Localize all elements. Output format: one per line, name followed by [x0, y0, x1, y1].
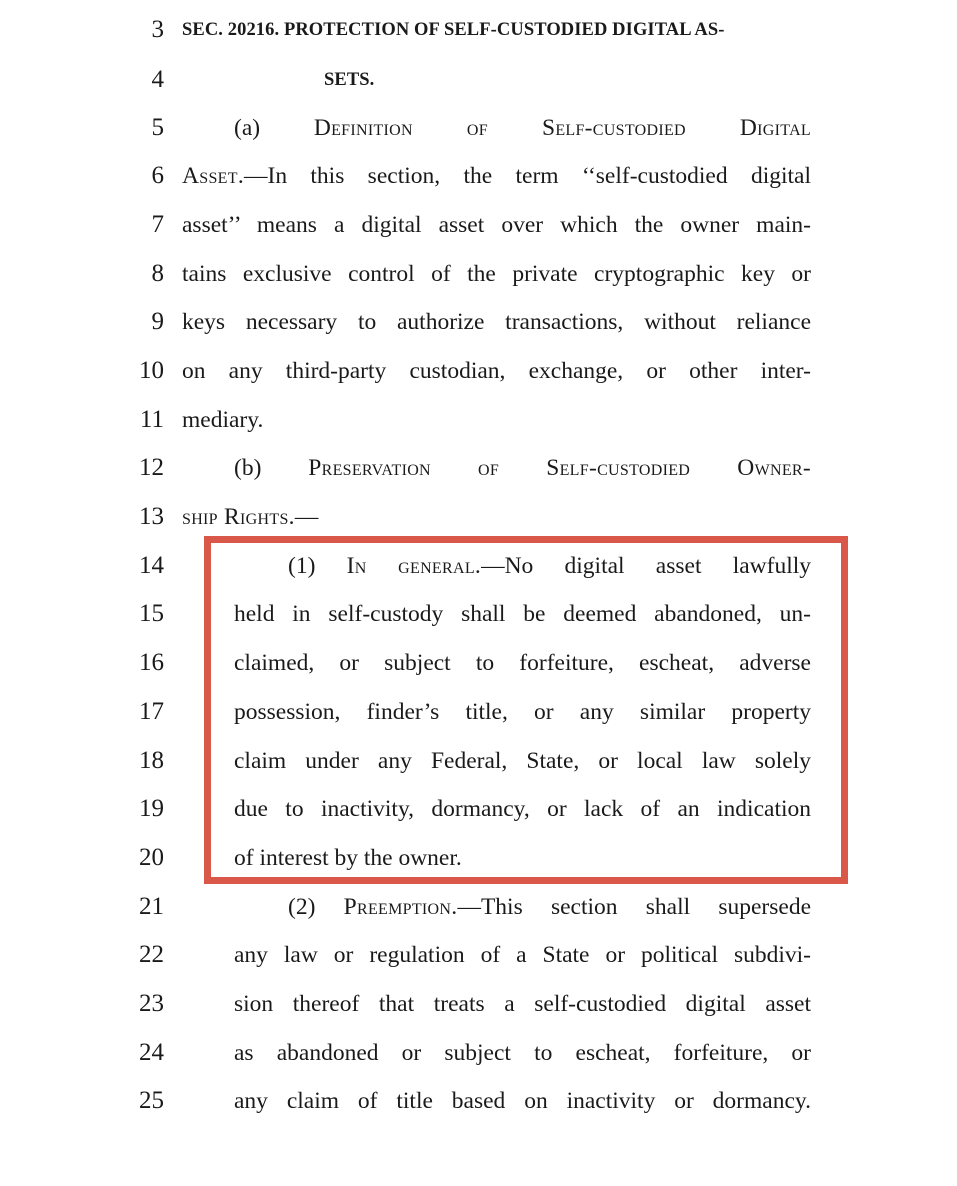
subsection-caption: ship Rights.	[182, 504, 295, 530]
line-number: 25	[139, 1087, 164, 1114]
paragraph-marker: (1)	[288, 553, 316, 579]
bill-line	[0, 201, 957, 249]
text-line: claim under any Federal, State, or local law solely	[234, 748, 811, 774]
text-line: mediary.	[182, 407, 264, 433]
text-line: asset’’ means a digital asset over which the owner main-	[182, 212, 811, 238]
text-span: —	[294, 504, 319, 530]
subsection-caption: Asset.	[182, 163, 244, 189]
bill-line	[0, 883, 957, 931]
text-line: sion thereof that treats a self-custodied digital asset	[234, 991, 811, 1017]
text-line: of interest by the owner.	[234, 845, 462, 871]
line-number: 4	[151, 66, 164, 93]
text-line: due to inactivity, dormancy, or lack of an indication	[234, 796, 811, 822]
bill-line	[0, 1029, 957, 1077]
text-line: any law or regulation of a State or political subdivi-	[234, 942, 811, 968]
text-line: tains exclusive control of the private cryptographic key or	[182, 261, 811, 287]
line-number: 7	[151, 211, 164, 238]
subsection-a-heading	[234, 104, 811, 152]
bill-line	[0, 590, 957, 638]
section-heading-continued: SETS.	[324, 70, 375, 90]
bill-line	[0, 785, 957, 833]
bill-line	[0, 56, 957, 104]
bill-line	[0, 396, 957, 444]
paragraph-caption: In general.	[346, 553, 482, 579]
line-number: 19	[139, 795, 164, 822]
bill-line	[0, 152, 957, 200]
text-line: on any third-party custodian, exchange, or other inter-	[182, 358, 811, 384]
section-heading: SEC. 20216. PROTECTION OF SELF-CUSTODIED DIGITAL AS-	[182, 20, 725, 40]
line-number: 3	[151, 16, 164, 43]
paragraph-marker: (2)	[288, 894, 316, 920]
subsection-marker: (a)	[234, 115, 261, 141]
line-number: 9	[151, 308, 164, 335]
subsection-b-heading	[234, 444, 811, 492]
bill-line	[0, 931, 957, 979]
bill-line	[0, 688, 957, 736]
line-number: 6	[151, 162, 164, 189]
bill-line	[0, 104, 957, 152]
text-span: —No digital asset lawfully	[481, 553, 812, 579]
line-number: 8	[151, 260, 164, 287]
text-line: as abandoned or subject to escheat, forfeiture, or	[234, 1040, 811, 1066]
line-number: 5	[151, 114, 164, 141]
subsection-b-text	[182, 493, 318, 541]
text-span: —This section shall supersede	[457, 894, 812, 920]
subsection-caption: Preservation of Self-custodied Owner-	[308, 455, 811, 481]
bill-line	[0, 347, 957, 395]
line-number: 12	[139, 454, 164, 481]
line-number: 22	[139, 941, 164, 968]
line-number: 24	[139, 1039, 164, 1066]
bill-line	[0, 298, 957, 346]
bill-line	[0, 980, 957, 1028]
bill-line	[0, 444, 957, 492]
line-number: 14	[139, 552, 164, 579]
text-span: —In this section, the term ‘‘self-custodied digital	[244, 163, 811, 189]
line-number: 18	[139, 747, 164, 774]
line-number: 13	[139, 503, 164, 530]
paragraph-1-heading	[288, 542, 811, 590]
bill-line	[0, 1077, 957, 1125]
paragraph-caption: Preemption.	[343, 894, 458, 920]
line-number: 16	[139, 649, 164, 676]
text-line: possession, finder’s title, or any similar property	[234, 699, 811, 725]
text-line: held in self-custody shall be deemed abandoned, un-	[234, 601, 811, 627]
paragraph-2-heading	[288, 883, 811, 931]
line-number: 10	[139, 357, 164, 384]
bill-line	[0, 6, 957, 54]
bill-line	[0, 542, 957, 590]
bill-line	[0, 639, 957, 687]
text-line: any claim of title based on inactivity or dormancy.	[234, 1088, 811, 1114]
subsection-caption: Definition of Self-custodied Digital	[313, 115, 811, 141]
bill-line	[0, 493, 957, 541]
subsection-a-text	[182, 152, 811, 200]
line-number: 11	[139, 406, 164, 433]
text-line: claimed, or subject to forfeiture, escheat, adverse	[234, 650, 811, 676]
line-number: 23	[139, 990, 164, 1017]
bill-line	[0, 834, 957, 882]
line-number: 17	[139, 698, 164, 725]
text-line: keys necessary to authorize transactions, without reliance	[182, 309, 811, 335]
bill-line	[0, 737, 957, 785]
line-number: 15	[139, 600, 164, 627]
line-number: 21	[139, 893, 164, 920]
subsection-marker: (b)	[234, 455, 262, 481]
bill-line	[0, 250, 957, 298]
line-number: 20	[139, 844, 164, 871]
